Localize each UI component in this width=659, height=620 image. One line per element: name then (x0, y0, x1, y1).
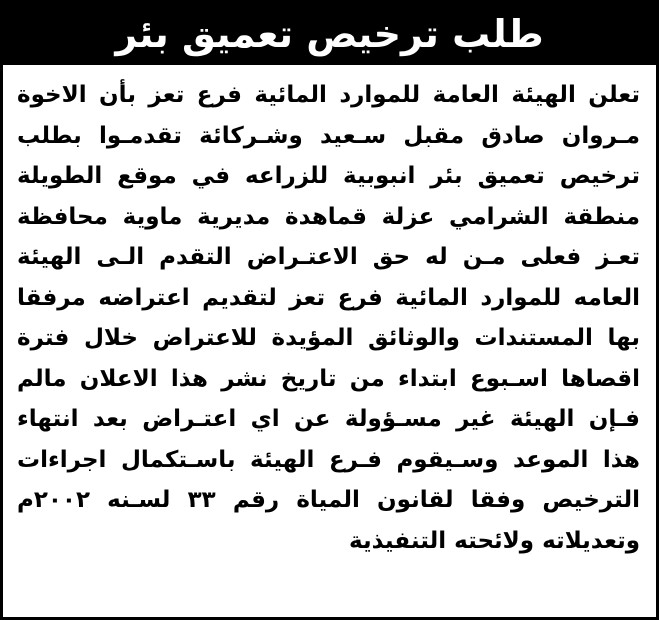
notice-line: العامه للموارد المائية فرع تعز لتقديم اعتراضه مرفقا (17, 284, 640, 311)
notice-line: اقصاها اسـبوع ابتداء من تاريخ نشر هذا الاعلان مالم (17, 365, 640, 392)
notice-title: طلب ترخيص تعميق بئر (115, 12, 544, 56)
notice-line: مـروان صادق مقبل سـعيد وشـركائة تقدمـوا بطلب (17, 122, 640, 149)
notice-line: منطقة الشرامي عزلة قماهدة مديرية ماوية محافظة (17, 203, 640, 230)
notice-line: بها المستندات والوثائق المؤيدة للاعتراض خلال فترة (17, 325, 640, 351)
notice-line: الترخيص وفقا لقانون المياة رقم ٣٣ لسـنه ٢٠٠٢م (17, 487, 640, 513)
title-bar (3, 3, 656, 65)
notice-line: وتعديلاته ولائحته التنفيذية (349, 527, 640, 554)
notice-line: تعلن الهيئة العامة للموارد المائية فرع تعز بأن الاخوة (17, 82, 640, 108)
notice-body (17, 75, 640, 561)
notice-line: تعـز فعلى مـن له حق الاعتـراض التقدم الـى الهيئة (17, 244, 640, 270)
notice-line: هذا الموعد وسـيقوم فـرع الهيئة باسـتكمال اجراءات (17, 446, 640, 473)
notice-line: ترخيص تعميق بئر انبوبية للزراعه في موقع الطويلة (17, 163, 640, 189)
notice-line: فـإن الهيئة غير مسـؤولة عن اي اعتـراض بعد انتهاء (17, 406, 640, 432)
